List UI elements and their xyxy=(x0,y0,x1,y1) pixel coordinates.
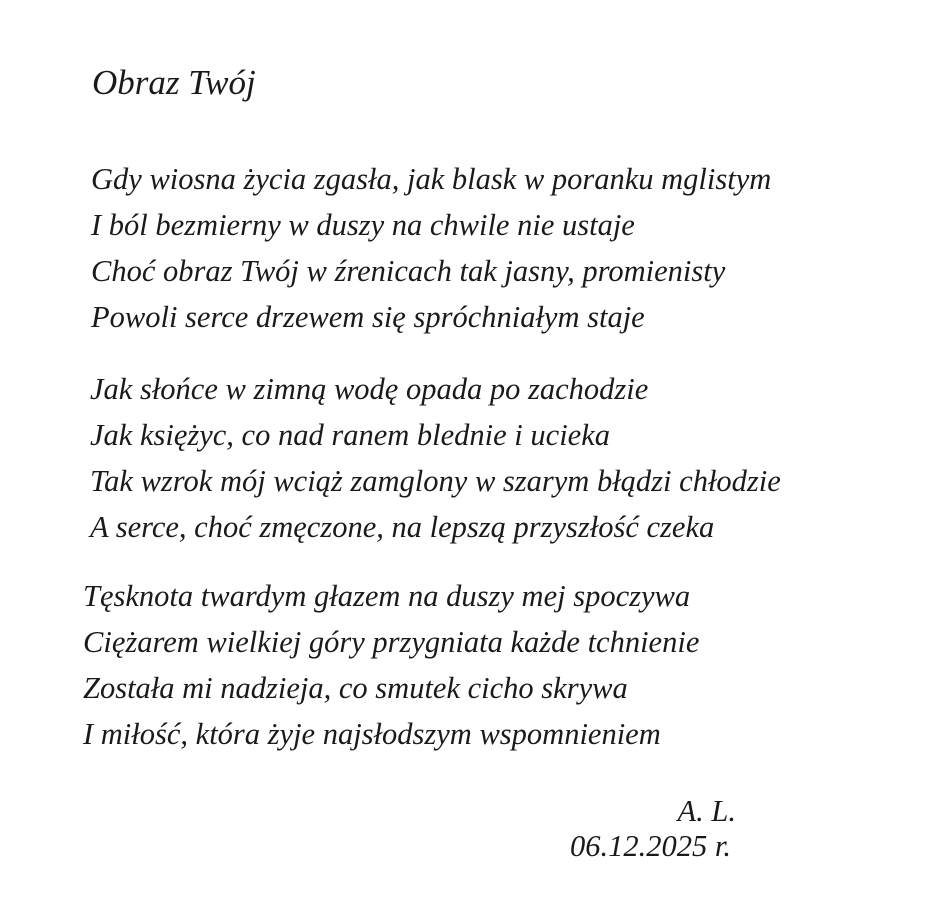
poem-line: A serce, choć zmęczone, na lepszą przyszłość czeka xyxy=(90,510,715,544)
poem-line: Została mi nadzieja, co smutek cicho skrywa xyxy=(83,671,628,705)
poem-line: I miłość, która żyje najsłodszym wspomnieniem xyxy=(83,717,661,751)
stanza-2 xyxy=(90,366,781,550)
poem-line: Powoli serce drzewem się spróchniałym staje xyxy=(91,300,645,334)
stanza-3 xyxy=(83,573,699,757)
poem-line: Jak słońce w zimną wodę opada po zachodzie xyxy=(90,372,649,406)
author-signature: A. L. xyxy=(677,794,736,828)
poem-line: Gdy wiosna życia zgasła, jak blask w poranku mglistym xyxy=(91,162,772,196)
poem-line: Tęsknota twardym głazem na duszy mej spoczywa xyxy=(83,579,691,613)
poem-line: Tak wzrok mój wciąż zamglony w szarym błądzi chłodzie xyxy=(90,464,781,498)
poem-line: Choć obraz Twój w źrenicach tak jasny, promienisty xyxy=(91,254,726,288)
poem-line: Jak księżyc, co nad ranem blednie i ucieka xyxy=(90,418,610,452)
poem-line: I ból bezmierny w duszy na chwile nie ustaje xyxy=(91,208,635,242)
poem-date: 06.12.2025 r. xyxy=(570,829,731,863)
stanza-1 xyxy=(91,156,771,340)
poem-title: Obraz Twój xyxy=(92,63,256,102)
poem-line: Ciężarem wielkiej góry przygniata każde tchnienie xyxy=(83,625,700,659)
